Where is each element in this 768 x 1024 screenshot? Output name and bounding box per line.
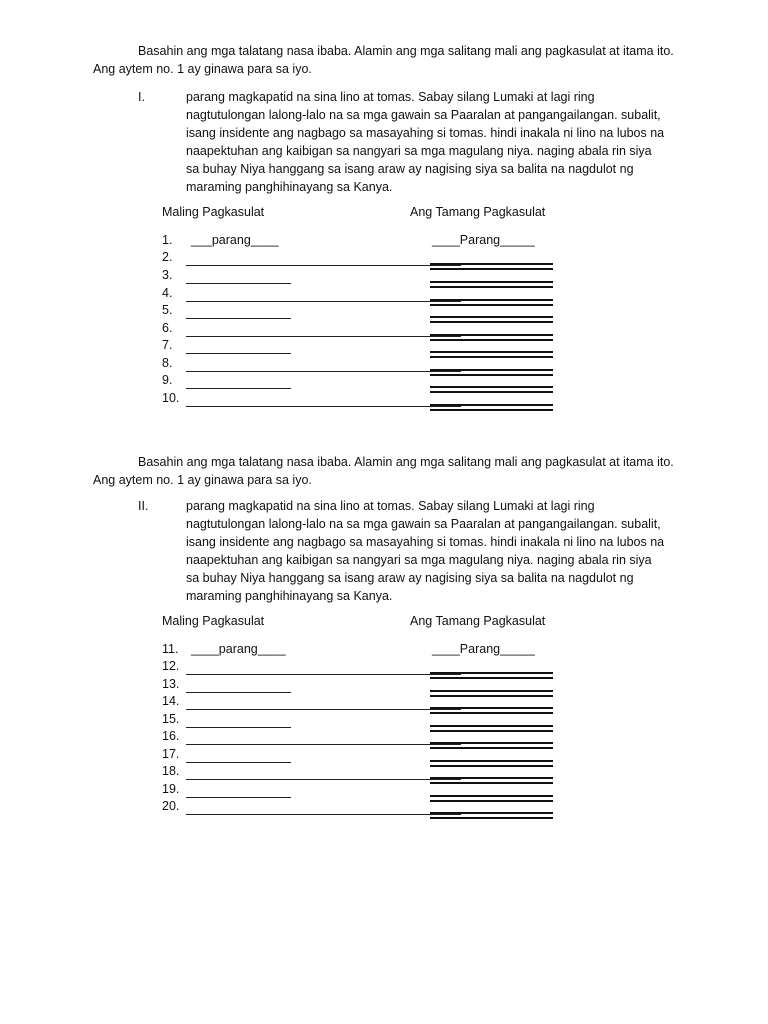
item-number: 10. [162,391,180,405]
correct-answer-line [430,817,553,819]
wrong-answer-line[interactable] [186,709,461,710]
paragraph-line: maraming panghihinayang sa Kanya. [186,180,393,194]
paragraph-line: isang insidente ang nagbago sa masayahing si tomas. hindi inakala ni lino na lubos na [186,535,665,549]
paragraph-line: sa buhay Niya hanggang sa isang araw ay nagising siya sa balita na nagdulot ng [186,162,634,176]
wrong-answer-line[interactable] [186,388,291,389]
wrong-answer-line[interactable] [186,318,291,319]
column-header-correct: Ang Tamang Pagkasulat [410,614,546,628]
answer-row [0,373,768,391]
correct-answer-line[interactable] [430,707,553,709]
example-wrong-word: ____parang____ [191,642,286,656]
item-number: 13. [162,677,180,691]
wrong-answer-line[interactable] [186,371,461,372]
wrong-answer-line[interactable] [186,692,291,693]
item-number: 18. [162,764,180,778]
answer-row [0,782,768,800]
paragraph [186,88,686,196]
wrong-answer-line[interactable] [186,797,291,798]
answer-row [0,391,768,409]
answer-row [0,677,768,695]
correct-answer-line[interactable] [430,795,553,797]
item-number: 15. [162,712,180,726]
wrong-answer-line[interactable] [186,265,461,266]
column-header-correct: Ang Tamang Pagkasulat [410,205,546,219]
item-number: 8. [162,356,173,370]
instructions: Basahin ang mga talatang nasa ibaba. Alamin ang mga salitang mali ang pagkasulat at itama ito. Ang aytem no. 1 ay ginawa para sa iyo. [93,455,674,487]
item-number: 9. [162,373,173,387]
correct-answer-line[interactable] [430,334,553,336]
column-header-wrong: Maling Pagkasulat [162,614,265,628]
item-number: 19. [162,782,180,796]
paragraph-line: nagtutulongan lalong-lalo na sa mga gawain sa Paaralan at pangangailangan. subalit, [186,517,661,531]
answer-row [0,659,768,677]
item-number: 4. [162,286,173,300]
correct-answer-line[interactable] [430,690,553,692]
item-number: 17. [162,747,180,761]
item-number: 12. [162,659,180,673]
example-correct-word: ____Parang_____ [432,233,535,247]
correct-answer-line[interactable] [430,742,553,744]
answer-row [0,233,768,251]
wrong-answer-line[interactable] [186,814,461,815]
correct-answer-line[interactable] [430,725,553,727]
answer-row [0,694,768,712]
correct-answer-line[interactable] [430,777,553,779]
answer-row [0,642,768,660]
wrong-answer-line[interactable] [186,744,461,745]
wrong-answer-line[interactable] [186,406,461,407]
correct-answer-line[interactable] [430,760,553,762]
answer-row [0,303,768,321]
answer-row [0,268,768,286]
paragraph-line: isang insidente ang nagbago sa masayahing si tomas. hindi inakala ni lino na lubos na [186,126,665,140]
item-number: 1. [162,233,173,247]
correct-answer-line[interactable] [430,386,553,388]
answer-row [0,747,768,765]
example-wrong-word: ___parang____ [191,233,279,247]
column-header-wrong: Maling Pagkasulat [162,205,265,219]
paragraph-line: sa buhay Niya hanggang sa isang araw ay nagising siya sa balita na nagdulot ng [186,571,634,585]
wrong-answer-line[interactable] [186,336,461,337]
paragraph-line: parang magkapatid na sina lino at tomas. Sabay silang Lumaki at lagi ring [186,90,595,104]
paragraph-line: nagtutulongan lalong-lalo na sa mga gawain sa Paaralan at pangangailangan. subalit, [186,108,661,122]
wrong-answer-line[interactable] [186,762,291,763]
answer-row [0,356,768,374]
answer-row [0,764,768,782]
correct-answer-line[interactable] [430,351,553,353]
example-correct-word: ____Parang_____ [432,642,535,656]
correct-answer-line[interactable] [430,404,553,406]
correct-answer-line[interactable] [430,263,553,265]
wrong-answer-line[interactable] [186,283,291,284]
wrong-answer-line[interactable] [186,301,461,302]
paragraph-line: parang magkapatid na sina lino at tomas. Sabay silang Lumaki at lagi ring [186,499,595,513]
wrong-answer-line[interactable] [186,353,291,354]
item-number: 5. [162,303,173,317]
item-number: 11. [162,642,179,656]
correct-answer-line[interactable] [430,812,553,814]
roman-numeral: II. [138,499,149,513]
answer-row [0,712,768,730]
correct-answer-line [430,409,553,411]
wrong-answer-line[interactable] [186,779,461,780]
correct-answer-line[interactable] [430,316,553,318]
item-number: 6. [162,321,173,335]
paragraph-line: naapektuhan ang kaibigan sa nangyari sa mga magulang niya. naging abala rin siya [186,144,652,158]
correct-answer-line[interactable] [430,369,553,371]
item-number: 2. [162,250,173,264]
item-number: 3. [162,268,173,282]
paragraph [186,497,686,605]
correct-answer-line[interactable] [430,299,553,301]
item-number: 14. [162,694,180,708]
wrong-answer-line[interactable] [186,727,291,728]
instructions: Basahin ang mga talatang nasa ibaba. Alamin ang mga salitang mali ang pagkasulat at itama ito. Ang aytem no. 1 ay ginawa para sa iyo. [93,44,674,76]
answer-row [0,799,768,817]
paragraph-line: naapektuhan ang kaibigan sa nangyari sa mga magulang niya. naging abala rin siya [186,553,652,567]
paragraph-line: maraming panghihinayang sa Kanya. [186,589,393,603]
wrong-answer-line[interactable] [186,674,461,675]
item-number: 16. [162,729,180,743]
item-number: 20. [162,799,180,813]
answer-row [0,729,768,747]
answer-row [0,250,768,268]
roman-numeral: I. [138,90,145,104]
correct-answer-line[interactable] [430,672,553,674]
answer-row [0,321,768,339]
answer-row [0,338,768,356]
answer-row [0,286,768,304]
item-number: 7. [162,338,173,352]
correct-answer-line[interactable] [430,281,553,283]
